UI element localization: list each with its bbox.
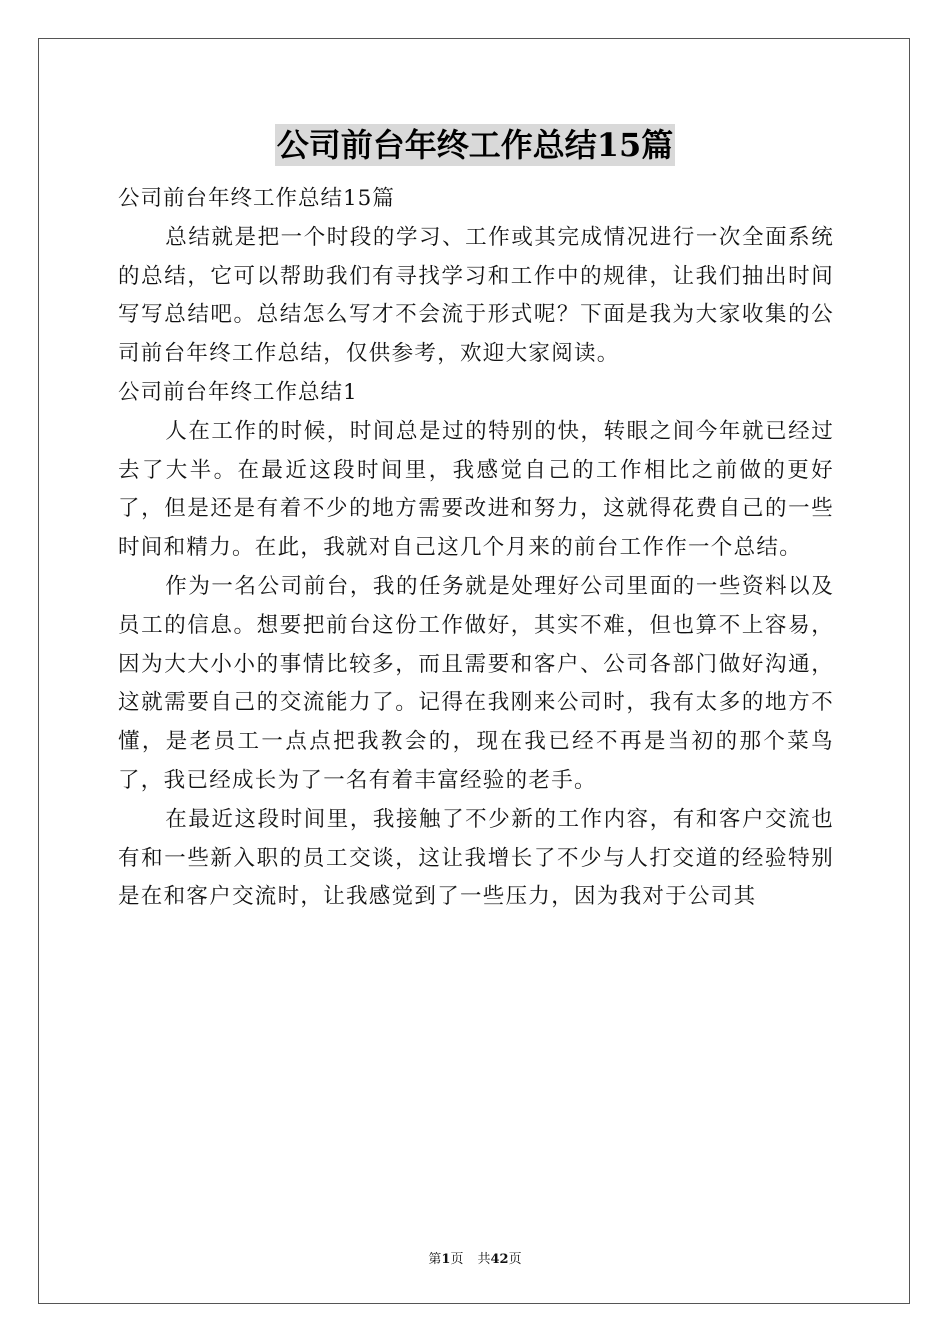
document-body [118,180,834,917]
page-suffix: 页 [450,1252,464,1267]
paragraph-1: 人在工作的时候，时间总是过的特别的快，转眼之间今年就已经过去了大半。在最近这段时间里，我感觉自己的工作相比之前做的更好了，但是还是有着不少的地方需要改进和努力，这就得花费自己的一些时间和精力。在此，我就对自己这几个月来的前台工作作一个总结。 [118,418,834,561]
title-container [0,124,950,166]
paragraph-intro: 总结就是把一个时段的学习、工作或其完成情况进行一次全面系统的总结，它可以帮助我们有寻找学习和工作中的规律，让我们抽出时间写写总结吧。总结怎么写才不会流于形式呢？下面是我为大家收集的公司前台年终工作总结，仅供参考，欢迎大家阅读。 [118,224,834,367]
total-prefix: 共 [477,1252,491,1267]
section-heading-1: 公司前台年终工作总结1 [118,379,358,405]
page-prefix: 第 [428,1252,442,1267]
page-footer [0,1248,950,1267]
total-pages: 42 [490,1252,509,1267]
total-suffix: 页 [508,1252,522,1267]
paragraph-2: 作为一名公司前台，我的任务就是处理好公司里面的一些资料以及员工的信息。想要把前台这份工作做好，其实不难，但也算不上容易，因为大大小小的事情比较多，而且需要和客户、公司各部门做好沟通，这就需要自己的交流能力了。记得在我刚来公司时，我有太多的地方不懂，是老员工一点点把我教会的，现在我已经不再是当初的那个菜鸟了，我已经成长为了一名有着丰富经验的老手。 [118,573,834,793]
paragraph-subtitle: 公司前台年终工作总结15篇 [118,186,395,211]
paragraph-3: 在最近这段时间里，我接触了不少新的工作内容，有和客户交流也有和一些新入职的员工交谈，这让我增长了不少与人打交道的经验特别是在和客户交流时，让我感觉到了一些压力，因为我对于公司其 [118,806,834,910]
page-number: 1 [441,1252,451,1267]
document-title: 公司前台年终工作总结15篇 [276,126,674,164]
